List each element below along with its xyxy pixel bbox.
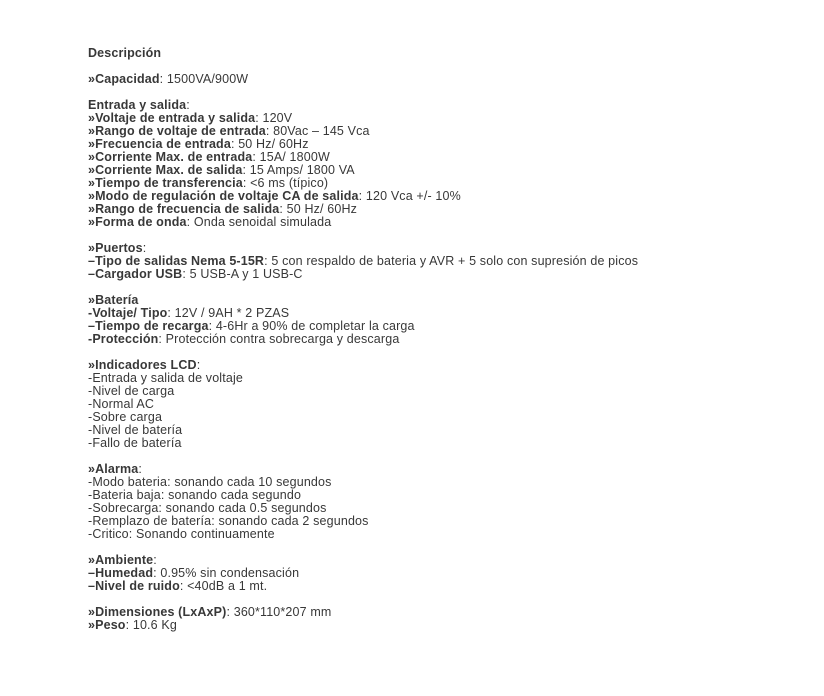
spec-line — [88, 73, 784, 86]
spec-section-indicadores-lcd — [88, 359, 784, 450]
spec-value: -Normal AC — [88, 397, 155, 411]
spec-value: -Sobrecarga: sonando cada 0.5 segundos — [88, 501, 327, 515]
spec-label: -Voltaje/ Tipo — [88, 306, 168, 320]
spec-value: : 360*110*207 mm — [226, 605, 332, 619]
spec-value: -Nivel de carga — [88, 384, 175, 398]
spec-value: : 12V / 9AH * 2 PZAS — [167, 306, 290, 320]
spec-value: -Entrada y salida de voltaje — [88, 371, 243, 385]
spec-line — [88, 398, 784, 411]
spec-section-dimensiones-peso — [88, 606, 784, 632]
spec-label: Descripción — [88, 46, 162, 60]
spec-value: -Nivel de batería — [88, 423, 183, 437]
spec-label: »Modo de regulación de voltaje CA de salida — [88, 189, 359, 203]
spec-label: »Ambiente — [88, 553, 154, 567]
spec-line — [88, 385, 784, 398]
spec-value: : 120V — [255, 111, 293, 125]
spec-line — [88, 411, 784, 424]
spec-label: –Humedad — [88, 566, 154, 580]
spec-label: »Corriente Max. de salida — [88, 163, 243, 177]
spec-value: -Remplazo de batería: sonando cada 2 segundos — [88, 514, 369, 528]
spec-value: : 15A/ 1800W — [252, 150, 330, 164]
spec-value: : 10.6 Kg — [125, 618, 177, 632]
spec-value: : — [138, 462, 143, 476]
spec-label: »Peso — [88, 618, 126, 632]
spec-value: : <40dB a 1 mt. — [179, 579, 268, 593]
spec-value: : 80Vac – 145 Vca — [265, 124, 370, 138]
spec-label: »Voltaje de entrada y salida — [88, 111, 256, 125]
spec-label: –Tiempo de recarga — [88, 319, 209, 333]
spec-value: : <6 ms (típico) — [242, 176, 329, 190]
spec-value: : 5 con respaldo de bateria y AVR + 5 solo con supresión de picos — [264, 254, 639, 268]
spec-label: Entrada y salida — [88, 98, 187, 112]
spec-value: -Bateria baja: sonando cada segundo — [88, 488, 302, 502]
spec-line — [88, 619, 784, 632]
spec-value: : 4-6Hr a 90% de completar la carga — [208, 319, 415, 333]
spec-value: : 15 Amps/ 1800 VA — [242, 163, 355, 177]
spec-value: : 1500VA/900W — [159, 72, 249, 86]
spec-value: -Sobre carga — [88, 410, 163, 424]
spec-section-puertos — [88, 242, 784, 281]
spec-label: »Tiempo de transferencia — [88, 176, 243, 190]
spec-label: »Indicadores LCD — [88, 358, 197, 372]
spec-value: : — [142, 241, 147, 255]
spec-value: : Protección contra sobrecarga y descarga — [158, 332, 400, 346]
spec-label: »Forma de onda — [88, 215, 187, 229]
spec-value: : 120 Vca +/- 10% — [358, 189, 461, 203]
spec-value: : 5 USB-A y 1 USB-C — [182, 267, 303, 281]
spec-value: -Modo bateria: sonando cada 10 segundos — [88, 475, 332, 489]
spec-value: : 0.95% sin condensación — [153, 566, 300, 580]
spec-line — [88, 268, 784, 281]
spec-value: -Critico: Sonando continuamente — [88, 527, 275, 541]
spec-line — [88, 528, 784, 541]
spec-value: : — [153, 553, 157, 567]
spec-line — [88, 333, 784, 346]
spec-line — [88, 372, 784, 385]
spec-section-bateria — [88, 294, 784, 346]
spec-label: »Rango de frecuencia de salida — [88, 202, 280, 216]
spec-value: : — [186, 98, 190, 112]
spec-label: –Cargador USB — [88, 267, 183, 281]
spec-value: : — [196, 358, 201, 372]
spec-line — [88, 424, 784, 437]
spec-value: -Fallo de batería — [88, 436, 182, 450]
spec-section-alarma — [88, 463, 784, 541]
spec-value: : Onda senoidal simulada — [186, 215, 332, 229]
spec-value: : 50 Hz/ 60Hz — [279, 202, 358, 216]
spec-value: : 50 Hz/ 60Hz — [230, 137, 309, 151]
spec-label: »Dimensiones (LxAxP) — [88, 605, 227, 619]
spec-section-ambiente — [88, 554, 784, 593]
spec-label: »Frecuencia de entrada — [88, 137, 231, 151]
spec-label: »Alarma — [88, 462, 139, 476]
spec-label: –Nivel de ruido — [88, 579, 180, 593]
spec-label: »Rango de voltaje de entrada — [88, 124, 266, 138]
spec-line — [88, 606, 784, 619]
spec-label: »Batería — [88, 293, 139, 307]
spec-label: »Puertos — [88, 241, 143, 255]
spec-section-entrada-y-salida — [88, 99, 784, 229]
spec-section-descripcion — [88, 47, 784, 60]
spec-line — [88, 216, 784, 229]
spec-label: »Corriente Max. de entrada — [88, 150, 253, 164]
spec-label: -Protección — [88, 332, 159, 346]
spec-label: »Capacidad — [88, 72, 160, 86]
spec-section-capacidad — [88, 73, 784, 86]
spec-line — [88, 437, 784, 450]
spec-line — [88, 47, 784, 60]
spec-line — [88, 580, 784, 593]
spec-label: –Tipo de salidas Nema 5-15R — [88, 254, 265, 268]
